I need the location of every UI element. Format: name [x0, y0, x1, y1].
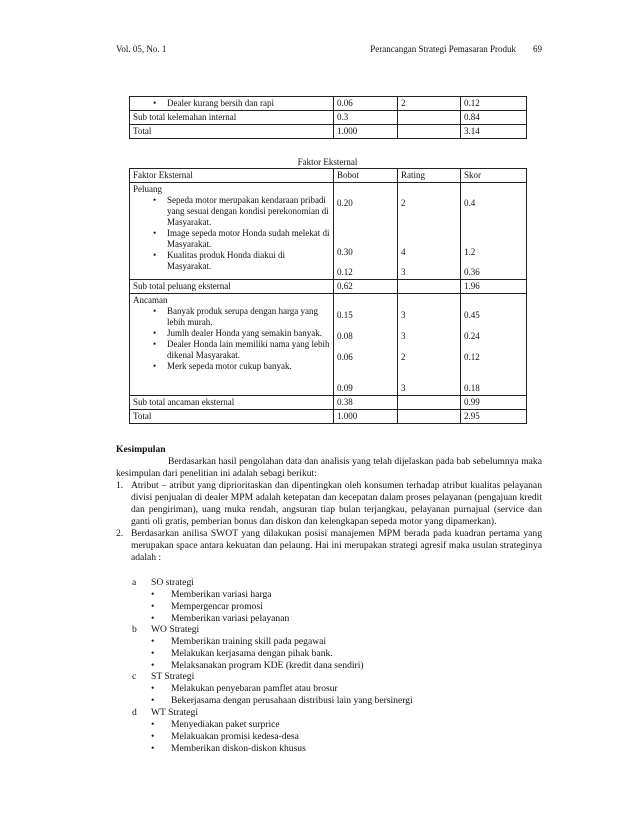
list-item: • Menyediakan paket surprice — [132, 719, 306, 731]
strategy-wo — [132, 624, 364, 672]
list-item: • Memberikan training skill pada pegawai — [132, 636, 364, 648]
section-label: Peluang — [133, 184, 162, 194]
skor-cell: 1.96 — [461, 280, 527, 294]
rating-value: 2 — [401, 198, 406, 208]
skor-value: 0.24 — [464, 331, 480, 341]
skor-value: 0.18 — [464, 383, 480, 393]
bobot-cell: 0.38 — [334, 396, 398, 410]
list-item: • Memberikan diskon-diskon khusus — [132, 743, 306, 755]
factor-item: • Jumlh dealer Honda yang semakin banyak. — [133, 328, 330, 339]
strategy-label: a — [132, 577, 137, 588]
skor-cell: 2.95 — [461, 410, 527, 424]
point-number: 2. — [116, 528, 124, 539]
strategy-title: WT Strategi — [151, 707, 198, 718]
rating-cell — [398, 125, 461, 139]
list-item: • Memberikan variasi harga — [132, 589, 289, 601]
conclusion-point — [116, 528, 542, 564]
rating-cell — [398, 111, 461, 125]
bobot-cell: 1.000 — [334, 125, 398, 139]
column-header: Bobot — [334, 169, 398, 183]
skor-value: 0.4 — [464, 198, 476, 208]
list-item: • Memberikan variasi pelayanan — [132, 613, 289, 625]
rating-value: 2 — [401, 352, 406, 362]
column-header: Faktor Eksternal — [130, 169, 334, 183]
strategy-title: SO strategi — [151, 577, 194, 588]
bobot-value: 0.15 — [337, 310, 353, 320]
table-row — [130, 280, 527, 294]
intro-paragraph: Berdasarkan hasil pengolahan data dan analisis yang telah dijelaskan pada bab sebelumnya maka kesimpulan dari penelitian ini adalah sebagi berikut: — [116, 456, 542, 479]
bobot-value: 0.12 — [337, 267, 353, 277]
list-item: • Mempergencar promosi — [132, 601, 289, 613]
factor-item: • Sepeda motor merupakan kendaraan pribadi yang sesuai dengan kondisi perekonomian di Masyarakat. — [133, 195, 330, 228]
factor-item: • Banyak produk serupa dengan harga yang lebih murah. — [133, 306, 330, 328]
rating-value: 3 — [401, 331, 406, 341]
point-text: Atribut – atribut yang diprioritaskan dan dipentingkan oleh konsumen terhadap atribut kualitas pelayanan divisi penjualan di dealer MPM adalah ketepatan dan kecepatan dalam proses pelayanan (pengajuan kredit dan pengiriman), uang muka rendah, angsuran tiap bulan terjangkau, pelayanan purnajual (service dan ganti oli gratis, pemberian bonus dan diskon dan kelengkapan sepeda motor yang dipamerkan). — [131, 480, 542, 527]
factor-item: • Dealer Honda lain memiliki nama yang lebih dikenal Masyarakat. — [133, 339, 330, 361]
bobot-value: 0.30 — [337, 247, 353, 257]
skor-cell: 0.84 — [461, 111, 527, 125]
table-row — [130, 294, 527, 396]
strategy-wt — [132, 707, 306, 755]
bobot-value: 0.20 — [337, 198, 353, 208]
page-number: 69 — [533, 44, 542, 54]
strategy-label: c — [132, 671, 137, 682]
strategy-list — [132, 683, 413, 707]
total-label: Total — [130, 125, 334, 139]
bobot-cell: 0.3 — [334, 111, 398, 125]
point-number: 1. — [116, 480, 124, 491]
column-header: Skor — [461, 169, 527, 183]
strategy-so — [132, 577, 289, 625]
bobot-value: 0.06 — [337, 352, 353, 362]
skor-value: 1.2 — [464, 247, 476, 257]
factor-item: • Kualitas produk Honda diakui di Masyarakat. — [133, 250, 330, 272]
strategy-list — [132, 636, 364, 672]
conclusion-point — [116, 480, 542, 528]
strategy-label: b — [132, 624, 137, 635]
rating-value: 4 — [401, 247, 406, 257]
page-header — [116, 44, 542, 56]
list-item: • Melaksanakan program KDE (kredit dana sendiri) — [132, 660, 364, 672]
factor-item: • Image sepeda motor Honda sudah melekat di Masyarakat. — [133, 228, 330, 250]
bobot-value: 0.09 — [337, 383, 353, 393]
list-item: • Bekerjasama dengan perusahaan distribusi lain yang bersinergi — [132, 695, 413, 707]
list-item: • Melakukan penyebaran pamflet atau brosur — [132, 683, 413, 695]
table-row — [130, 97, 527, 111]
skor-cell: 0.12 — [461, 97, 527, 111]
subtotal-label: Sub total ancaman eksternal — [130, 396, 334, 410]
strategy-list — [132, 719, 306, 755]
strategy-list — [132, 589, 289, 625]
rating-cell: 2 — [398, 97, 461, 111]
table-row — [130, 410, 527, 424]
table-row — [130, 125, 527, 139]
skor-cell: 0.99 — [461, 396, 527, 410]
factor-item: • Merk sepeda motor cukup banyak. — [133, 361, 330, 372]
column-header: Rating — [398, 169, 461, 183]
table-title: Faktor Eksternal — [297, 157, 358, 167]
section-heading: Kesimpulan — [116, 444, 166, 455]
skor-cell: 3.14 — [461, 125, 527, 139]
table-row — [130, 183, 527, 280]
rating-value: 3 — [401, 310, 406, 320]
bobot-value: 0.08 — [337, 331, 353, 341]
total-label: Total — [130, 410, 334, 424]
running-title: Perancangan Strategi Pemasaran Produk — [370, 44, 516, 54]
strategy-title: ST Strategi — [151, 671, 195, 682]
bobot-cell: 0.06 — [334, 97, 398, 111]
table-header-row — [130, 169, 527, 183]
bobot-cell: 1.000 — [334, 410, 398, 424]
rating-value: 3 — [401, 383, 406, 393]
point-text: Berdasarkan anilisa SWOT yang dilakukan posisi manajemen MPM berada pada kuadran pertama yang merupakan space antara kekuatan dan pelaung. Hai ini merupakan strategi agresif maka usulan strateginya adalah : — [131, 528, 542, 563]
section-label: Ancaman — [133, 295, 168, 305]
journal-volume: Vol. 05, No. 1 — [116, 44, 167, 54]
internal-factor-table-tail — [129, 96, 527, 139]
skor-value: 0.12 — [464, 352, 480, 362]
subtotal-label: Sub total peluang eksternal — [130, 280, 334, 294]
factor-item: • Dealer kurang bersih dan rapi — [133, 98, 330, 109]
skor-value: 0.45 — [464, 310, 480, 320]
list-item: • Melakuakan promisi kedesa-desa — [132, 731, 306, 743]
bobot-cell: 0.62 — [334, 280, 398, 294]
table-row — [130, 111, 527, 125]
skor-value: 0.36 — [464, 267, 480, 277]
strategy-label: d — [132, 707, 137, 718]
strategy-title: WO Strategi — [151, 624, 200, 635]
strategy-st — [132, 671, 413, 707]
rating-value: 3 — [401, 267, 406, 277]
external-factor-table — [129, 168, 527, 424]
subtotal-label: Sub total kelemahan internal — [130, 111, 334, 125]
list-item: • Melakukan kerjasama dengan pihak bank. — [132, 648, 364, 660]
table-row — [130, 396, 527, 410]
